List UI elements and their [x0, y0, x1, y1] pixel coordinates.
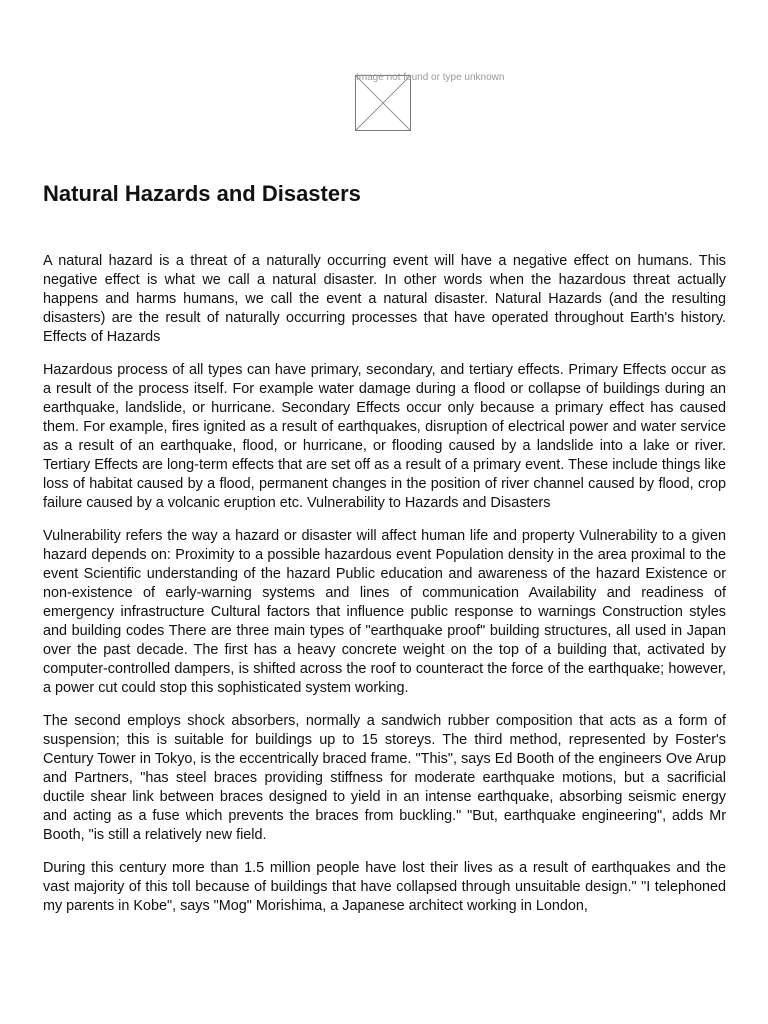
- paragraph: The second employs shock absorbers, normally a sandwich rubber composition that acts as a form of suspension; this is suitable for buildings up to 15 storeys. The third method, represented by Foster's Century Tower in Tokyo, is the eccentrically braced frame. "This", says Ed Booth of the engineers Ove Arup and Partners, "has steel braces providing stiffness for moderate earthquake motions, but a sacrificial ductile shear link between braces designed to yield in an intense earthquake, absorbing seismic energy and acting as a fuse which prevents the braces from buckling." "But, earthquake engineering", adds Mr Booth, "is still a relatively new field.: [43, 713, 726, 843]
- paragraph: A natural hazard is a threat of a naturally occurring event will have a negative effect on humans. This negative effect is what we call a natural disaster. In other words when the hazardous threat actually happens and harms humans, we call the event a natural disaster. Natural Hazards (and the resulting disasters) are the result of naturally occurring processes that have operated throughout Earth's history. Effects of Hazards: [43, 253, 726, 345]
- paragraph: Vulnerability refers the way a hazard or disaster will affect human life and property Vulnerability to a given hazard depends on: Proximity to a possible hazardous event Population density in the area proximal to the event Scientific understanding of the hazard Public education and awareness of the hazard Existence or non-existence of early-warning systems and lines of communication Availability and readiness of emergency infrastructure Cultural factors that influence public response to warnings Construction styles and building codes There are three main types of "earthquake proof" building structures, all used in Japan over the past decade. The first has a heavy concrete weight on the top of a building that, activated by computer-controlled dampers, is shifted across the roof to counteract the force of the earthquake; however, a power cut could stop this sophisticated system working.: [43, 528, 726, 696]
- document-title: Natural Hazards and Disasters: [43, 181, 361, 206]
- image-alt-text: Image not found or type unknown: [356, 72, 505, 83]
- document-body: [43, 252, 726, 930]
- paragraph: During this century more than 1.5 million people have lost their lives as a result of earthquakes and the vast majority of this toll because of buildings that have collapsed through unsuitable design." "I telephoned my parents in Kobe", says "Mog" Morishima, a Japanese architect working in London,: [43, 860, 726, 914]
- paragraph: Hazardous process of all types can have primary, secondary, and tertiary effects. Primary Effects occur as a result of the process itself. For example water damage during a flood or collapse of buildings during an earthquake, landslide, or hurricane. Secondary Effects occur only because a primary effect has caused them. For example, fires ignited as a result of earthquakes, disruption of electrical power and water service as a result of an earthquake, flood, or hurricane, or flooding caused by a landslide into a lake or river. Tertiary Effects are long-term effects that are set off as a result of a primary event. These include things like loss of habitat caused by a flood, permanent changes in the position of river channel caused by flood, crop failure caused by a volcanic eruption etc. Vulnerability to Hazards and Disasters: [43, 362, 726, 511]
